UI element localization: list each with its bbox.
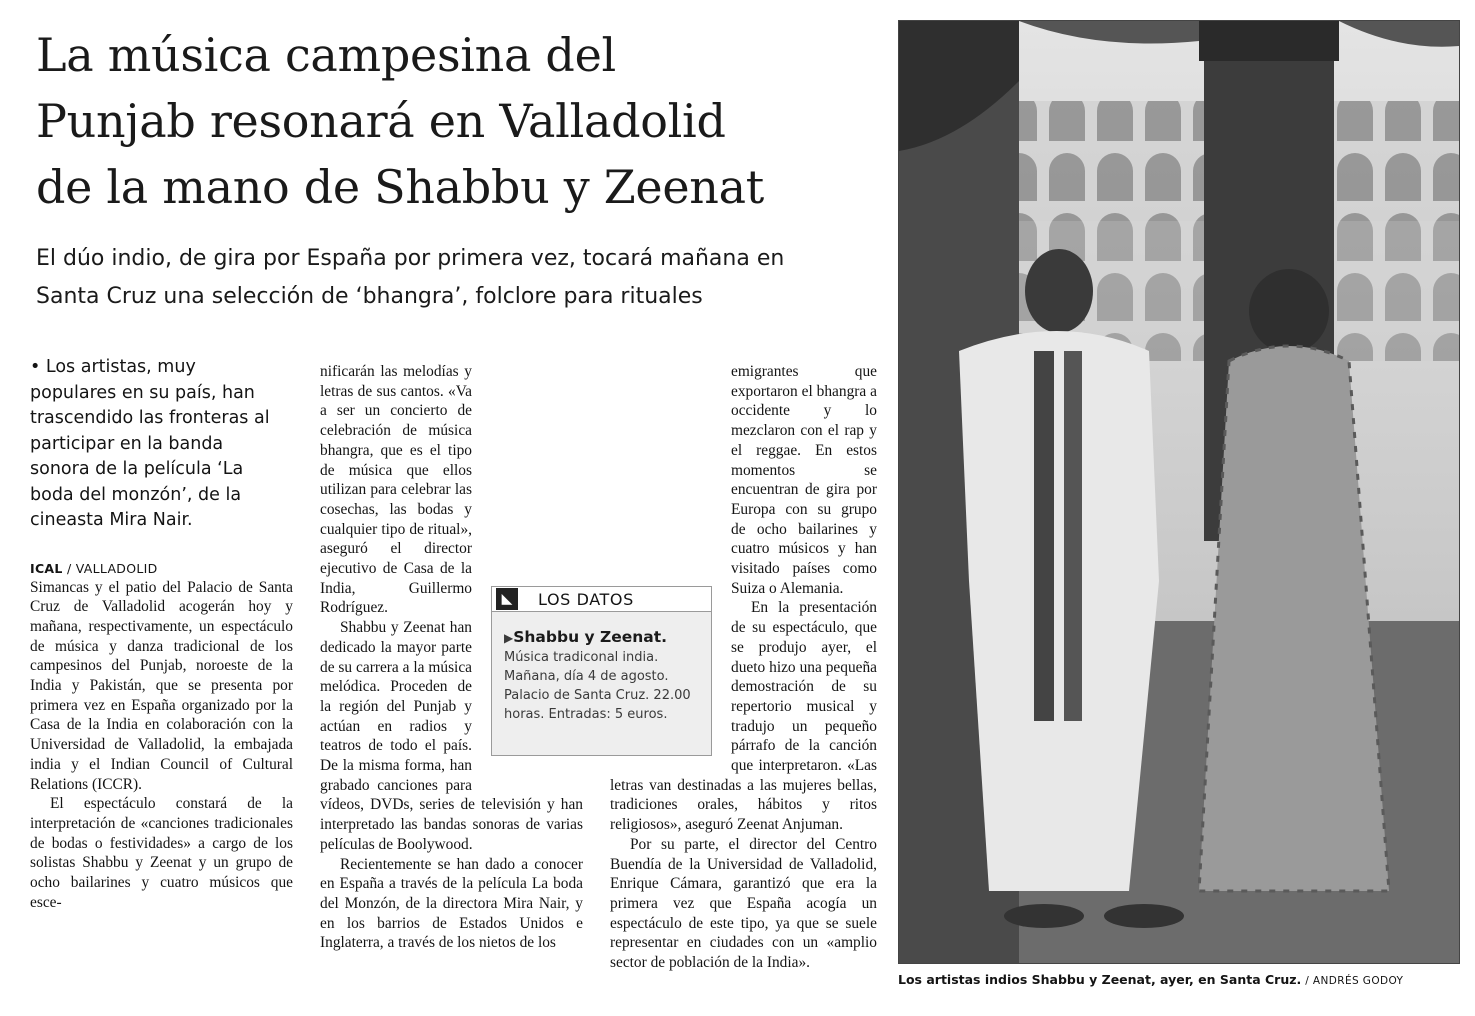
- column-1: [30, 355, 293, 912]
- photo-illustration: [899, 21, 1459, 963]
- info-box-title: LOS DATOS: [538, 589, 634, 609]
- body-paragraph: nificarán las melodías y letras de sus cantos. «Va a ser un concierto de celebración de música bhangra, que es el tipo de música que ellos utilizan para celebrar las cosechas, las bodas y cualquier tipo de ritual», aseguró el director ejecutivo de Casa de la India, Guillermo Rodríguez.: [320, 363, 472, 617]
- byline: [30, 560, 293, 578]
- article-photo: [898, 20, 1460, 964]
- headline-line-2: Punjab resonará en Valladolid: [36, 94, 726, 148]
- info-box-body: [492, 612, 711, 724]
- body-paragraph: Por su parte, el director del Centro Buendía de la Universidad de Valladolid, Enrique Cámara, garantizó que era la primera vez que España acogía un espectáculo de este tipo, ya que se suele representar en ciudades con un «amplio sector de población de la India».: [610, 835, 877, 972]
- headline: [36, 22, 876, 220]
- byline-place: VALLADOLID: [75, 560, 158, 576]
- body-paragraph: En la presentación de su espectáculo, que se produjo ayer, el dueto hizo una pequeña demostración de su repertorio musical y tradujo un pequeño párrafo de la canción que interpretaron. «Las letras van destinadas a las mujeres bellas, tradiciones orales, hábitos y ritos religiosos», aseguró Zeenat Anjuman.: [610, 599, 877, 834]
- caption-text: Los artistas indios Shabbu y Zeenat, ayer, en Santa Cruz.: [898, 972, 1302, 987]
- arrow-icon: ▶: [504, 631, 514, 645]
- info-box-name: Shabbu y Zeenat.: [513, 628, 668, 646]
- body-paragraph: Shabbu y Zeenat han dedicado la mayor parte de su carrera a la música melódica. Proceden de la región del Punjab y actúan en radios y teatros de todo el país. De la misma forma, han grabado canciones para vídeos, DVDs, series de televisión y han interpretado las bandas sonoras de varias películas de Boolywood.: [320, 619, 583, 853]
- subheadline-line-2: Santa Cruz una selección de ‘bhangra’, folclore para rituales: [36, 284, 703, 309]
- photo-caption: [898, 972, 1463, 987]
- photo-credit: / ANDRÉS GODOY: [1305, 975, 1404, 987]
- headline-line-3: de la mano de Shabbu y Zeenat: [36, 160, 764, 214]
- body-paragraph: emigrantes que exportaron el bhangra a occidente y lo mezclaron con el rap y el reggae. En estos momentos se encuentran de gira por Europa con su grupo de ocho bailarines y cuatro músicos y han visitado países como Suiza o Alemania.: [731, 363, 877, 597]
- subheadline-line-1: El dúo indio, de gira por España por primera vez, tocará mañana en: [36, 246, 785, 271]
- subheadline: [36, 240, 876, 316]
- info-box-text: Música tradiconal india. Mañana, día 4 de agosto. Palacio de Santa Cruz. 22.00 horas. Entradas: 5 euros.: [504, 650, 691, 722]
- body-paragraph: El espectáculo constará de la interpretación de «canciones tradicionales de bodas o festividades» a cargo de los solistas Shabbu y Zeenat y un grupo de ocho bailarines y cuatro músicos que esce-: [30, 795, 293, 911]
- byline-separator: /: [62, 560, 76, 576]
- info-box-icon: ◣: [496, 588, 518, 610]
- byline-agency: ICAL: [30, 560, 63, 576]
- body-paragraph: Simancas y el patio del Palacio de Santa Cruz de Valladolid acogerán hoy y mañana, respectivamente, un espectáculo de música y danza tradicional de los campesinos del Punjab, noroeste de la India y Pakistán, que se presenta por primera vez en España organizado por la Casa de la India en colaboración con la Universidad de Valladolid, la embajada india y el Indian Council of Cultural Relations (ICCR).: [30, 578, 293, 793]
- info-box: [491, 586, 712, 756]
- headline-line-1: La música campesina del: [36, 28, 616, 82]
- lead-summary: • Los artistas, muy populares en su país, han trascendido las fronteras al participar en la banda sonora de la película ‘La boda del monzón’, de la cineasta Mira Nair.: [30, 357, 270, 530]
- body-paragraph: Recientemente se han dado a conocer en España a través de la película La boda del Monzón, de la directora Mira Nair, y en los barrios de Estados Unidos e Inglaterra, a través de los nietos de los: [320, 855, 583, 952]
- info-box-header: [492, 587, 711, 612]
